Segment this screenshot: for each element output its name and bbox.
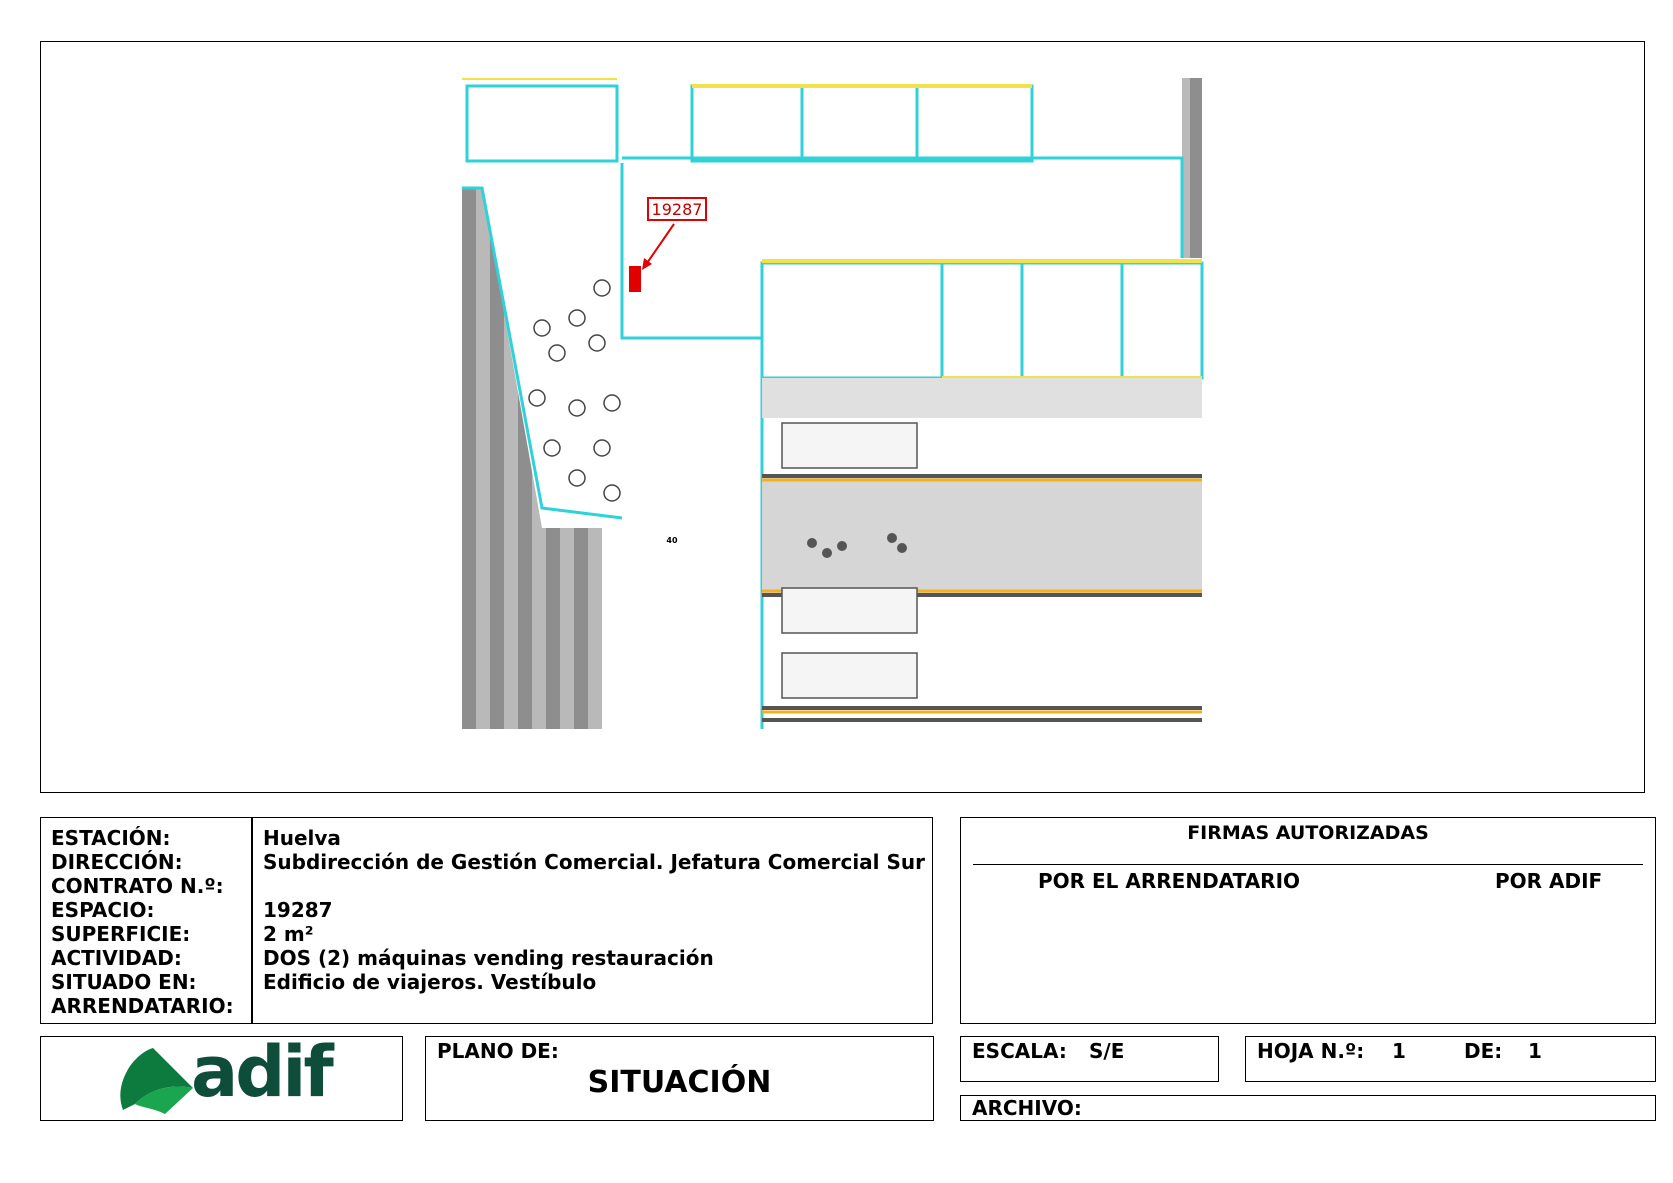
value-estacion: Huelva — [263, 826, 341, 850]
value-direccion: Subdirección de Gestión Comercial. Jefatura Comercial Sur — [263, 850, 926, 874]
hoja-box — [1245, 1036, 1656, 1082]
plano-value: SITUACIÓN — [587, 1065, 772, 1100]
value-actividad: DOS (2) máquinas vending restauración — [263, 946, 714, 970]
escala-label: ESCALA: — [972, 1039, 1067, 1063]
info-box — [40, 817, 933, 1024]
label-situado: SITUADO EN: — [51, 970, 197, 994]
adif-logo-text: adif — [191, 1031, 331, 1113]
signature-line — [973, 864, 1643, 865]
room-number: 40 — [666, 536, 678, 545]
label-arrendatario: ARRENDATARIO: — [51, 994, 234, 1018]
space-marker — [629, 266, 641, 292]
archivo-box — [960, 1095, 1656, 1121]
callout-label: 19287 — [651, 200, 703, 219]
de-value: 1 — [1528, 1039, 1542, 1063]
escala-box — [960, 1036, 1219, 1082]
plano-label: PLANO DE: — [437, 1039, 559, 1063]
signature-lessee-label: POR EL ARRENDATARIO — [1038, 869, 1301, 893]
value-superficie: 2 m² — [263, 922, 314, 946]
label-estacion: ESTACIÓN: — [51, 826, 171, 850]
signatures-box — [960, 817, 1656, 1024]
de-label: DE: — [1464, 1039, 1503, 1063]
plano-box — [425, 1036, 934, 1121]
value-situado: Edificio de viajeros. Vestíbulo — [263, 970, 597, 994]
floor-plan — [462, 78, 1224, 729]
hoja-label: HOJA N.º: — [1257, 1039, 1365, 1063]
signatures-title: FIRMAS AUTORIZADAS — [1187, 822, 1429, 844]
archivo-label: ARCHIVO: — [972, 1096, 1082, 1120]
logo-box — [40, 1031, 403, 1121]
label-direccion: DIRECCIÓN: — [51, 850, 183, 874]
label-contrato: CONTRATO N.º: — [51, 874, 224, 898]
adif-logo-icon — [113, 1044, 197, 1116]
value-espacio: 19287 — [263, 898, 333, 922]
label-superficie: SUPERFICIE: — [51, 922, 191, 946]
escala-value: S/E — [1089, 1039, 1125, 1063]
hoja-value: 1 — [1392, 1039, 1406, 1063]
label-actividad: ACTIVIDAD: — [51, 946, 182, 970]
info-divider — [251, 818, 253, 1023]
label-espacio: ESPACIO: — [51, 898, 155, 922]
signature-adif-label: POR ADIF — [1495, 869, 1603, 893]
